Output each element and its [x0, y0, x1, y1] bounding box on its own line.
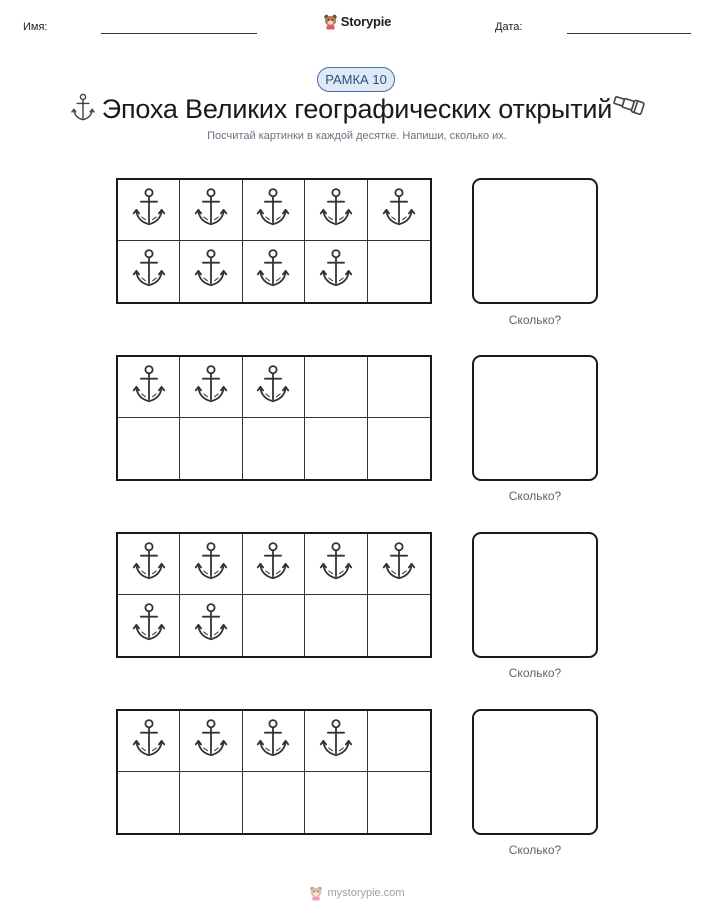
frame-cell [118, 180, 180, 241]
storypie-logo [309, 885, 323, 901]
answer-box[interactable] [472, 532, 598, 658]
anchor-icon [193, 363, 229, 412]
footer [0, 885, 714, 901]
frame-cell [243, 357, 305, 418]
frame-cell [368, 772, 430, 833]
anchor-icon [193, 540, 229, 589]
frame-cell [180, 180, 242, 241]
brand [0, 13, 714, 30]
anchor-icon [131, 540, 167, 589]
answer-box[interactable] [472, 178, 598, 304]
frame-cell [180, 418, 242, 479]
frame-cell [243, 711, 305, 772]
frame-cell [368, 357, 430, 418]
ten-frame [116, 532, 432, 658]
frame-cell [243, 241, 305, 302]
frame-cell [243, 595, 305, 656]
answer-label: Сколько? [508, 313, 562, 327]
anchor-icon [193, 186, 229, 235]
date-label: Дата: [495, 21, 523, 33]
date-line [567, 33, 691, 34]
answer-box[interactable] [472, 709, 598, 835]
frame-cell [368, 180, 430, 241]
frame-cell [118, 595, 180, 656]
frame-cell [118, 772, 180, 833]
anchor-icon [381, 186, 417, 235]
frame-cell [243, 772, 305, 833]
frame-cell [180, 534, 242, 595]
answer-label: Сколько? [508, 489, 562, 503]
anchor-icon [255, 186, 291, 235]
frame-badge: РАМКА 10 [317, 67, 395, 92]
frame-cell [118, 711, 180, 772]
anchor-icon [131, 186, 167, 235]
name-line [101, 33, 257, 34]
frame-cell [305, 241, 367, 302]
frame-cell [368, 711, 430, 772]
frame-cell [305, 180, 367, 241]
frame-cell [118, 534, 180, 595]
ten-frame [116, 709, 432, 835]
anchor-icon [318, 540, 354, 589]
frame-cell [368, 241, 430, 302]
footer-url: mystorypie.com [327, 887, 405, 899]
frame-cell [305, 534, 367, 595]
ten-frame [116, 355, 432, 481]
anchor-icon [193, 717, 229, 766]
frame-cell [118, 357, 180, 418]
frame-cell [180, 711, 242, 772]
storypie-logo [323, 13, 338, 30]
anchor-icon [193, 247, 229, 296]
frame-cell [180, 241, 242, 302]
anchor-icon [131, 717, 167, 766]
anchor-icon [131, 363, 167, 412]
name-label: Имя: [23, 21, 48, 33]
answer-box[interactable] [472, 355, 598, 481]
frame-cell [305, 357, 367, 418]
anchor-icon [255, 247, 291, 296]
frame-cell [118, 418, 180, 479]
frame-cell [368, 418, 430, 479]
frame-cell [305, 772, 367, 833]
anchor-icon [131, 247, 167, 296]
spyglass-icon [612, 95, 646, 115]
frame-cell [180, 772, 242, 833]
anchor-icon [381, 540, 417, 589]
frame-cell [243, 180, 305, 241]
frame-cell [243, 418, 305, 479]
anchor-icon [131, 601, 167, 650]
frame-cell [243, 534, 305, 595]
frame-cell [305, 595, 367, 656]
anchor-icon [255, 717, 291, 766]
frame-cell [305, 418, 367, 479]
page-title: Эпоха Великих географических открытий [101, 94, 613, 124]
anchor-icon [318, 717, 354, 766]
frame-cell [180, 357, 242, 418]
answer-label: Сколько? [508, 666, 562, 680]
frame-cell [368, 595, 430, 656]
anchor-icon [255, 363, 291, 412]
instructions: Посчитай картинки в каждой десятке. Напиши, сколько их. [207, 130, 507, 142]
ten-frame [116, 178, 432, 304]
frame-cell [305, 711, 367, 772]
frame-cell [180, 595, 242, 656]
answer-label: Сколько? [508, 843, 562, 857]
frame-cell [118, 241, 180, 302]
anchor-icon [318, 186, 354, 235]
anchor-icon [193, 601, 229, 650]
frame-cell [368, 534, 430, 595]
brand-name: Storypie [340, 14, 392, 29]
anchor-icon [255, 540, 291, 589]
anchor-icon [318, 247, 354, 296]
